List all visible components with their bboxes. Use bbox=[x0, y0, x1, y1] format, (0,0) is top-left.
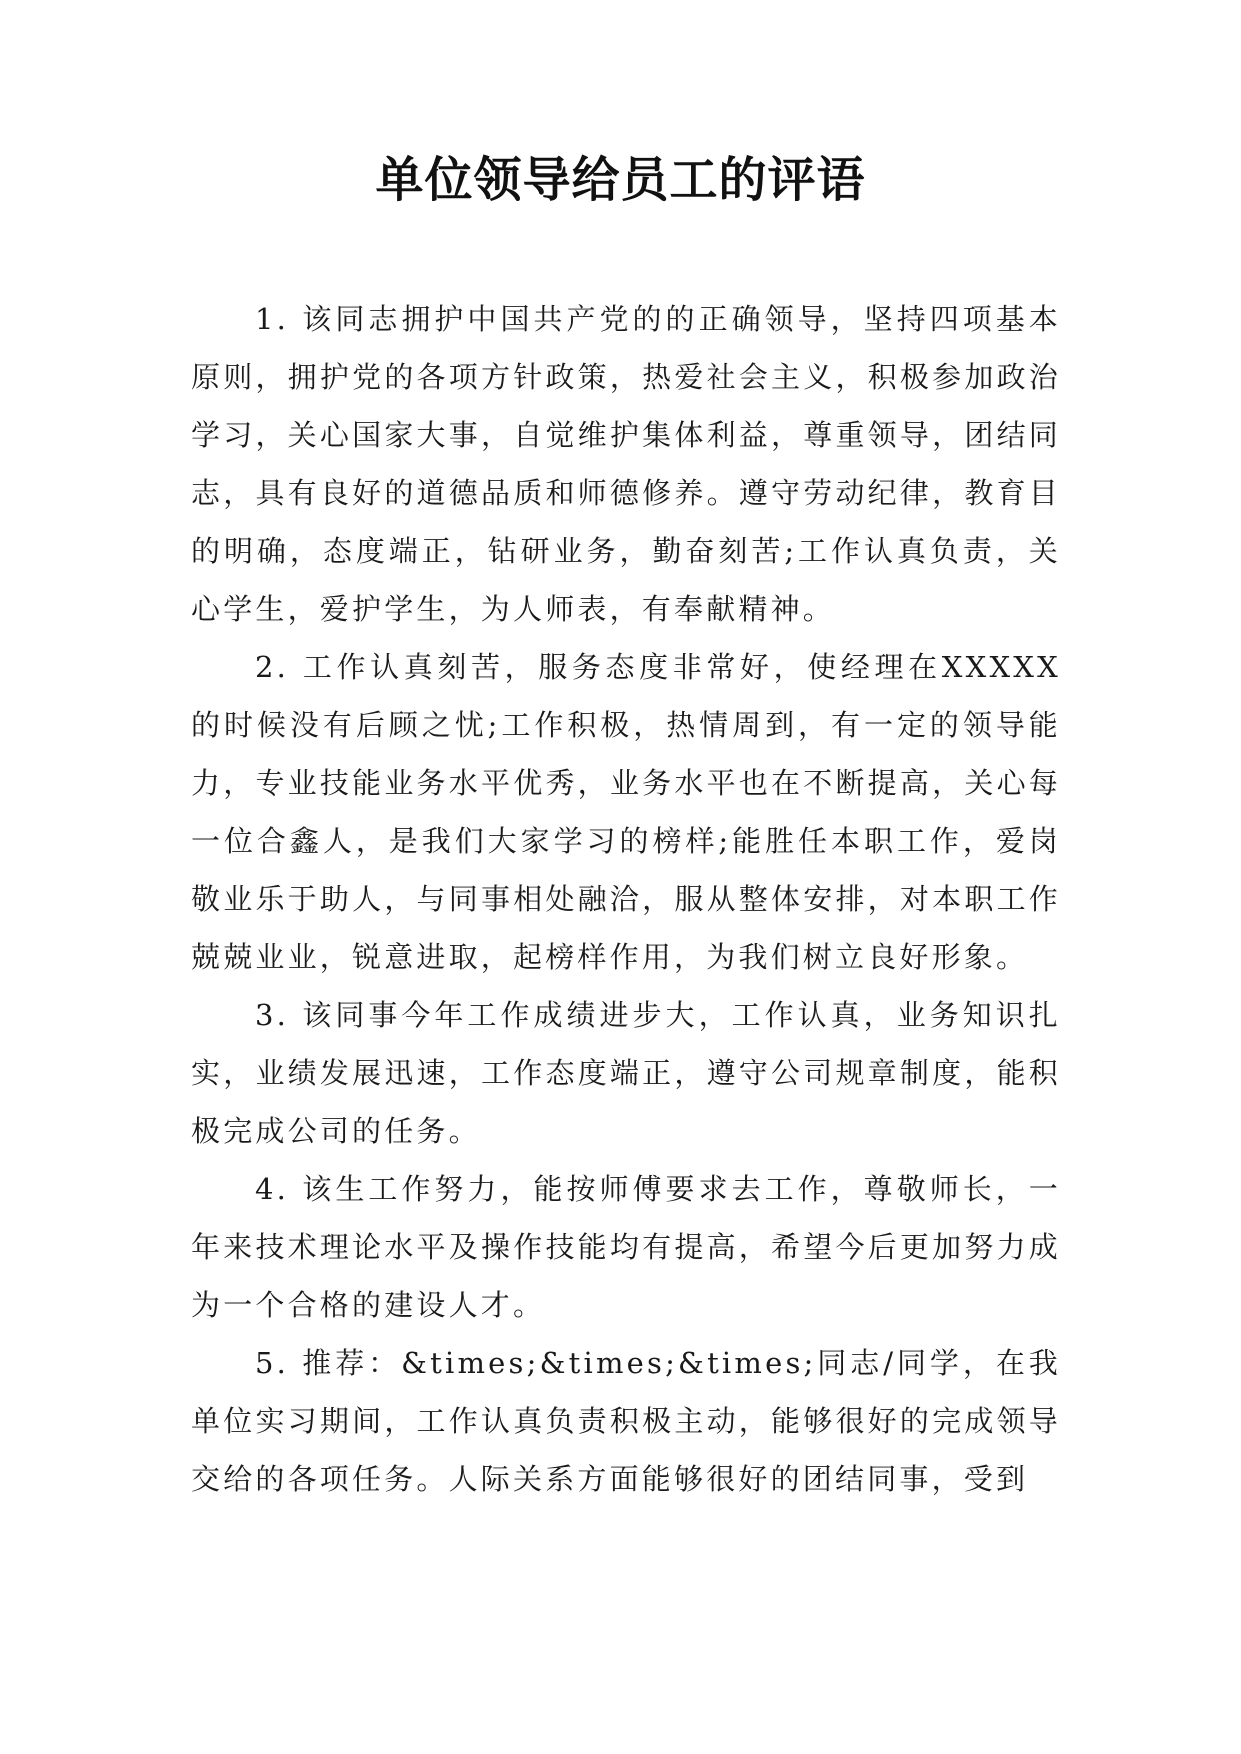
paragraph-4: 4. 该生工作努力，能按师傅要求去工作，尊敬师长，一年来技术理论水平及操作技能均有提高，希望今后更加努力成为一个合格的建设人才。 bbox=[191, 1172, 1061, 1322]
paragraph-3: 3. 该同事今年工作成绩进步大，工作认真，业务知识扎实，业绩发展迅速，工作态度端正，遵守公司规章制度，能积极完成公司的任务。 bbox=[191, 998, 1061, 1148]
document-title: 单位领导给员工的评语 bbox=[375, 152, 866, 208]
document-body bbox=[191, 290, 1061, 1508]
paragraph-1: 1. 该同志拥护中国共产党的的正确领导，坚持四项基本原则，拥护党的各项方针政策，热爱社会主义，积极参加政治学习，关心国家大事，自觉维护集体利益，尊重领导，团结同志，具有良好的道德品质和师德修养。遵守劳动纪律，教育目的明确，态度端正，钻研业务，勤奋刻苦;工作认真负责，关心学生，爱护学生，为人师表，有奉献精神。 bbox=[191, 302, 1061, 626]
paragraph-5: 5. 推荐：&times;&times;&times;同志/同学，在我单位实习期间，工作认真负责积极主动，能够很好的完成领导交给的各项任务。人际关系方面能够很好的团结同事，受到 bbox=[191, 1346, 1061, 1496]
paragraph-2: 2. 工作认真刻苦，服务态度非常好，使经理在XXXXX的时候没有后顾之忧;工作积极，热情周到，有一定的领导能力，专业技能业务水平优秀，业务水平也在不断提高，关心每一位合鑫人，是我们大家学习的榜样;能胜任本职工作，爱岗敬业乐于助人，与同事相处融洽，服从整体安排，对本职工作兢兢业业，锐意进取，起榜样作用，为我们树立良好形象。 bbox=[191, 650, 1061, 974]
